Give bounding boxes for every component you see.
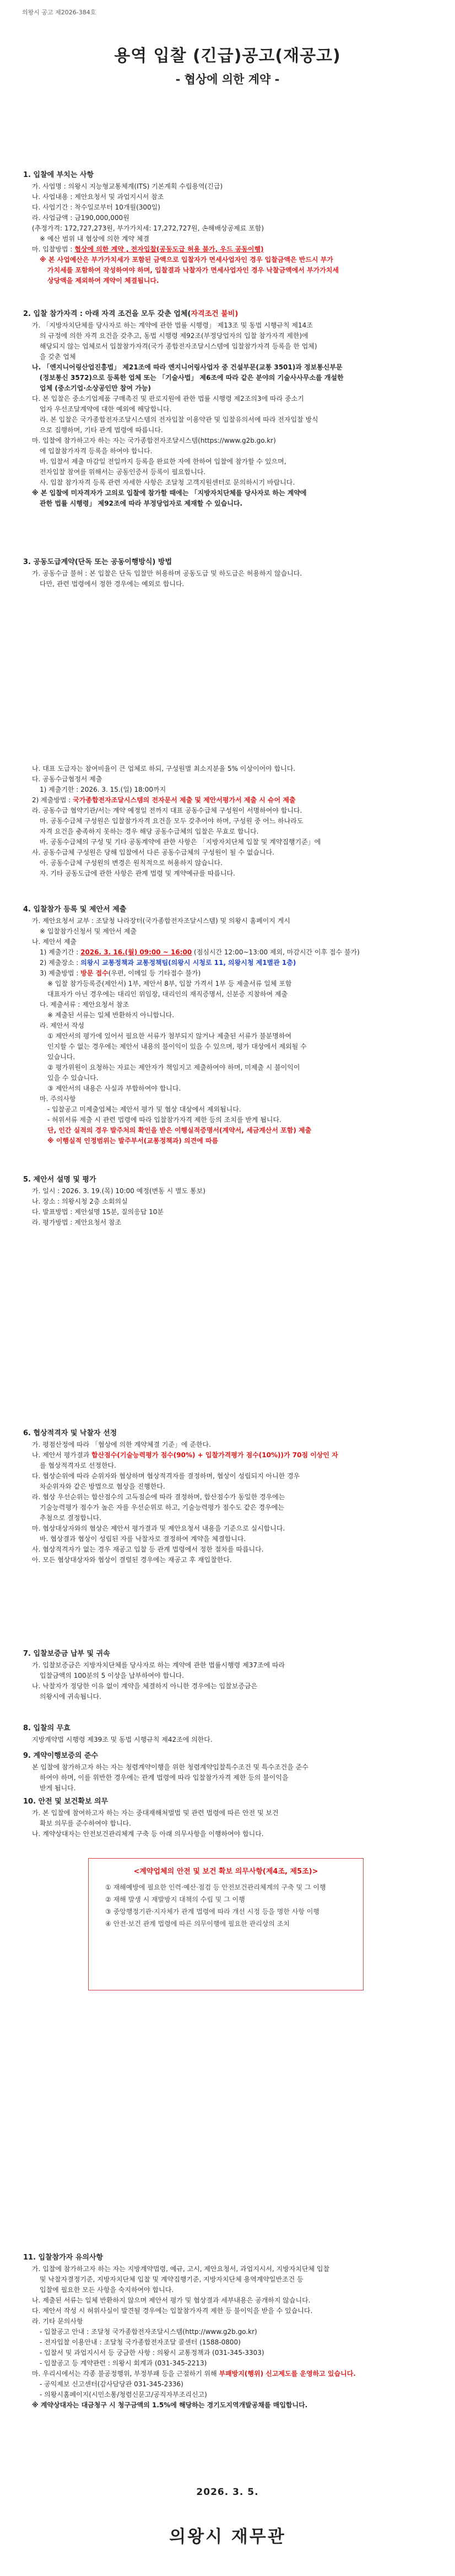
section-11	[23, 2252, 431, 2411]
section-2-heading: 2. 입찰 참가자격 : 아래 자격 조건을 모두 갖춘 업체(자격조건 불비)	[23, 310, 239, 318]
s2-line: 다. 본 입찰은 중소기업제품 구매촉진 및 판로지원에 관한 법률 시행령 제2조의3에 따라 중소기	[32, 395, 304, 402]
s1-line: ※ 예산 범위 내 협상에 의한 계약 체결	[40, 235, 150, 243]
s6-line: 기술능력평가 점수가 높은 자를 우선순위로 하고, 기술능력평가 점수도 같은 경우에는	[40, 1504, 284, 1511]
s11-line: ※ 계약상대자는 대금청구 시 청구금액의 1.5%에 해당하는 경기도지역개발공채를 매입합니다.	[32, 2401, 308, 2409]
s4-line: 3) 제출방법 : 방문 접수(우편, 이메일 등 기타접수 불가)	[40, 969, 201, 977]
section-9-heading: 9. 계약이행보증의 준수	[23, 1752, 99, 1760]
s6-line: 추첨으로 결정합니다.	[40, 1514, 101, 1522]
s4-line: 대표자가 아닌 경우에는 대리인 위임장, 대리인의 재직증명서, 신분증 지참하여 제출	[47, 990, 288, 998]
s4-line: 2) 제출장소 : 의왕시 교통정책과 교통정책팀(의왕시 시청로 11, 의왕시청 제1별관 1층)	[40, 959, 296, 967]
s7-line: 입찰금액의 100분의 5 이상을 납부하여야 합니다.	[40, 1672, 185, 1679]
s9-line: 하여야 하며, 이를 위반한 경우에는 관계 법령에 따라 입찰참가자격 제한 등의 불이익을	[40, 1774, 289, 1781]
s4-line: 라. 제안서 작성	[40, 1022, 84, 1029]
page-subtitle: - 협상에 의한 계약 -	[175, 73, 280, 86]
s4-line: 있을 수 있습니다.	[47, 1074, 99, 1082]
s7-line: 나. 낙찰자가 정당한 이유 없이 계약을 체결하지 아니한 경우에는 입찰보증금은	[32, 1682, 258, 1690]
notice-number: 의왕시 공고 제2026-384호	[22, 9, 96, 16]
s6-line: 바. 협상결과 협상이 성립된 자를 낙찰자로 결정하여 계약을 체결합니다.	[40, 1535, 246, 1543]
s11-line: 나. 제출된 서류는 일체 반환하지 않으며 제안서 평가 및 협상결과 세부내용은 공개하지 않습니다.	[32, 2296, 311, 2304]
s2-line: 에 입찰참가자격 등록을 하여야 합니다.	[40, 447, 153, 455]
s4-line: 나. 제안서 제출	[32, 938, 77, 946]
s1-line: 마. 입찰방법 : 협상에 의한 계약 , 전자입찰(공동도급 허용 불가, 우드 공동이행)	[32, 245, 264, 253]
section-7	[23, 1649, 431, 1702]
s11-line: 다. 제안서 작성 시 허위사실이 발견될 경우에는 입찰참가자격 제한 등 불이익을 받을 수 있습니다.	[32, 2307, 313, 2315]
s2-line: 마. 입찰에 참가하고자 하는 자는 국가종합전자조달시스템(https://www.g2b.go.kr)	[32, 437, 276, 444]
s1-note: 가치세를 포함하여 작성하여야 하며, 입찰결과 낙찰자가 면세사업자인 경우 낙찰금액에서 부가가치세	[47, 266, 339, 274]
s4-line: - 허위서류 제출 시 관련 법령에 따라 입찰참가자격 제한 등의 조치를 받게 됩니다.	[47, 1116, 281, 1124]
notice-date: 2026. 3. 5.	[196, 2487, 259, 2498]
s3c-line: 사. 공동수급체 구성원은 당해 입찰에서 다른 공동수급체의 구성원이 될 수 없습니다.	[32, 849, 274, 856]
safety-box-title: <계약업체의 안전 및 보건 확보 의무사항(제4조, 제5조)>	[133, 1867, 318, 1876]
s11-line: - 전자입찰 이용안내 : 조달청 국가종합전자조달 콜센터 (1588-0800)	[40, 2338, 241, 2346]
s1-line: 다. 사업기간 : 착수일로부터 10개월(300일)	[32, 203, 160, 211]
s4-line: ※ 제출된 서류는 일체 반환하지 아니합니다.	[47, 1011, 175, 1019]
s4-line: 가. 제안요청서 교부 : 조달청 나라장터(국가종합전자조달시스템) 및 의왕시 홈페이지 게시	[32, 917, 290, 925]
page-title: 용역 입찰 (긴급)공고(재공고)	[114, 46, 341, 66]
section-6-heading: 6. 협상적격자 및 낙찰자 선정	[23, 1429, 117, 1437]
s4-line: 다. 제출서류 : 제안요청서 참조	[40, 1001, 129, 1008]
s11-line: - 입찰공고 등 계약관련 : 의왕시 회계과 (031-345-2213)	[40, 2359, 207, 2367]
safety-box-item: ④ 안전·보건 관계 법령에 따른 의무이행에 필요한 관리상의 조치	[105, 1920, 290, 1928]
s4-line: ※ 입찰참가신청서 및 제안서 제출	[40, 927, 137, 935]
s4-line: ① 제안서의 평가에 있어서 필요한 서류가 첨부되지 않거나 제출된 서류가 불분명하여	[47, 1032, 292, 1040]
safety-duties-box	[88, 1858, 364, 1990]
section-5	[23, 1174, 431, 1228]
s10-line: 가. 본 입찰에 참여하고자 하는 자는 중대재해처벌법 및 관련 법령에 따른 안전 및 보건	[32, 1809, 279, 1817]
s11-line: - 입찰서 및 과업지시서 등 궁금한 사항 : 의왕시 교통정책과 (031-345-3303)	[40, 2349, 264, 2357]
s4-line: ② 평가위원이 요청하는 자료는 제안자가 책임지고 제출하여야 하며, 미제출 시 불이익이	[47, 1064, 300, 1071]
s7-line: 가. 입찰보증금은 지방자치단체를 당사자로 하는 계약에 관한 법률시행령 제37조에 따라	[32, 1661, 285, 1669]
s11-line: - 의왕시홈페이지(시민소통/청렴신문고/공직자부조리신고)	[40, 2391, 207, 2398]
s6-line: 가. 평점산정에 따라 「협상에 의한 계약체결 기준」에 준한다.	[32, 1441, 211, 1448]
s3c-line: 2) 제출방법 : 국가종합전자조달시스템의 전자문서 제출 및 제안서평가서 제출 시 슈어 제출	[32, 796, 296, 804]
s1-note: ※ 본 사업예산은 부가가치세가 포함된 금액으로 입찰자가 면세사업자인 경우 입찰금액은 반드시 부가	[40, 256, 333, 264]
section-3	[23, 557, 431, 589]
s2-line: 으로 집행하며, 기타 관계 법령에 따릅니다.	[40, 426, 163, 434]
s3-line: 다만, 관련 법령에서 정한 경우에는 예외로 합니다.	[40, 580, 185, 588]
section-10-heading: 10. 안전 및 보건확보 의무	[23, 1797, 109, 1806]
s2-line: 라. 본 입찰은 국가종합전자조달시스템의 전자입찰 이용약관 및 입찰유의서에 따라 전자입찰 방식	[40, 416, 318, 423]
s2-line: 사. 입찰 참가자격 등록 관련 자세한 사항은 조달청 고객지원센터로 문의하시기 바랍니다.	[40, 479, 295, 486]
section-3-heading: 3. 공동도급계약(단독 또는 공동이행방식) 방법	[23, 558, 172, 566]
s10-line: 확보 의무를 준수하여야 합니다.	[40, 1820, 131, 1827]
s3c-line: 1) 제출기한 : 2026. 3. 15.(일) 18:00까지	[40, 786, 166, 793]
section-1	[23, 170, 431, 286]
s5-line: 가. 일시 : 2026. 3. 19.(목) 10:00 예정(변동 시 별도 통보)	[32, 1187, 205, 1195]
s4-line: 단, 인간 실적의 경우 발주처의 확인을 받은 이행실적증명서(계약서, 세금계산서 포함) 제출	[47, 1126, 312, 1134]
s2-line: 을 갖춘 업체	[40, 353, 76, 361]
s2-line: (정보통신 3572)으로 등록한 업체 또는 「기술사법」 제6조에 따라 같은 분야의 기술사사무소를 개설한	[40, 374, 344, 382]
s11-line: 및 낙찰자결정기준, 지방자치단체 입찰 및 계약집행기준, 지방자치단체 용역계약일반조건 등	[40, 2276, 304, 2283]
s6-line: 마. 협상대상자와의 협상은 제안서 평가결과 및 제안요청서 내용을 기준으로 실시합니다.	[32, 1525, 285, 1532]
s2-line: 의 규정에 의한 자격 요건을 갖추고, 동법 시행령 제92조(부정당업자의 입찰 참가자격 제한)에	[40, 332, 308, 340]
s5-line: 나. 장소 : 의왕시청 2층 소회의실	[32, 1198, 128, 1205]
s6-line: 아. 모든 협상대상자와 협상이 결렬된 경우에는 재공고 후 재입찰한다.	[32, 1556, 232, 1564]
s3c-line: 자격 요건을 충족하지 못하는 경우 해당 공동수급체의 입찰은 무효로 합니다.	[40, 828, 259, 835]
s2-line: 관한 법률 시행령」 제92조에 따라 부정당업자로 제재할 수 있습니다.	[40, 500, 243, 507]
s4-line: 1) 제출기간 : 2026. 3. 16.(월) 09:00 ~ 16:00 (점심시간 12:00~13:00 제외, 마감시간 이후 접수 불가)	[40, 948, 360, 956]
s11-line: - 입찰공고 안내 : 조달청 국가종합전자조달시스템(http://www.g2b.go.kr)	[40, 2328, 257, 2336]
issuing-authority: 의왕시 재무관	[169, 2527, 286, 2547]
s4-line: ※ 입찰 참가등록증(제안서) 1부, 제안서 8부, 입찰 가격서 1부 등 제출서류 일체 포함	[47, 980, 292, 988]
s3-line: 가. 공동수급 불허 : 본 입찰은 단독 입찰만 허용하며 공동도급 및 하도급은 허용하지 않습니다.	[32, 570, 302, 577]
s9-line: 본 입찰에 참가하고자 하는 자는 청렴계약이행을 위한 청렴계약입찰특수조건 및 특수조건을 준수	[32, 1763, 308, 1771]
safety-box-item: ③ 중앙행정기관·지자체가 관계 법령에 따라 개선 시정 등을 명한 사항 이행	[105, 1908, 319, 1915]
s6-line: 차순위자와 같은 방법으로 협상을 진행한다.	[40, 1483, 165, 1490]
s1-line: 라. 사업금액 : 금190,000,000원	[32, 214, 129, 222]
s2-line: 나. 「엔지니어링산업진흥법」 제21조에 따라 엔지니어링사업자 중 건설부문(교통 3501)과 정보통신부문	[32, 363, 343, 371]
s6-line: 사. 협상적격자가 없는 경우 재공고 입찰 등 관계 법령에서 정한 절차를 따릅니다.	[32, 1545, 264, 1553]
section-5-heading: 5. 제안서 설명 및 평가	[23, 1176, 96, 1184]
s4-line: 인지할 수 없는 경우에는 제안서 내용의 불이익이 있을 수 있으며, 평가 대상에서 제외될 수	[47, 1043, 307, 1050]
s6-line: 라. 협상 우선순위는 합산점수의 고득점순에 따라 결정하며, 합산점수가 동일한 경우에는	[32, 1493, 285, 1501]
s2-line: 전자입찰 참여를 위해서는 공동인증서 등록이 필요합니다.	[40, 468, 206, 476]
s6-line: 다. 협상순위에 따라 순위자와 협상하며 협상적격자를 결정하며, 협상이 성립되지 아니한 경우	[32, 1472, 300, 1480]
s7-line: 의왕시에 귀속됩니다.	[40, 1693, 101, 1700]
safety-box-item: ② 재해 발생 시 재발방지 대책의 수립 및 그 이행	[105, 1896, 245, 1903]
s11-line: 마. 우리시에서는 각종 불공정행위, 부정부패 등을 근절하기 위해 부패방지(행위) 신고제도를 운영하고 있습니다.	[32, 2370, 356, 2378]
section-3-cont	[23, 764, 431, 879]
s2-line: 가. 「지방자치단체를 당사자로 하는 계약에 관한 법률 시행령」 제13조 및 동법 시행규칙 제14조	[32, 321, 313, 329]
s4-line: 마. 주의사항	[40, 1095, 76, 1103]
section-11-heading: 11. 입찰참가자 유의사항	[23, 2253, 104, 2262]
s5-line: 라. 평가방법 : 제안요청서 참조	[32, 1219, 122, 1226]
section-9	[23, 1751, 431, 1794]
s8-line: 지방계약법 시행령 제39조 및 동법 시행규칙 제42조에 의한다.	[32, 1736, 213, 1743]
s1-line: (추정가격: 172,727,273원, 부가가치세: 17,272,727원, 손해배상공제료 포함)	[32, 224, 264, 232]
s10-line: 나. 계약상대자는 안전보건관리체계 구축 등 아래 의무사항을 이행하여야 합니다.	[32, 1830, 264, 1838]
s3c-line: 나. 대표 도급자는 참여비율이 큰 업체로 하되, 구성원별 최소지분율 5% 이상이어야 합니다.	[32, 765, 296, 772]
s1-line: 나. 사업내용 : 제안요청서 및 과업지시서 참조	[32, 193, 164, 201]
s3c-line: 자. 기타 공동도급에 관한 사항은 관계 법령 및 계약예규를 따릅니다.	[40, 870, 235, 877]
s3c-line: 라. 공동수급 협약기관/서는 계약 예정일 전까지 대표 공동수급체 구성원이 서명하여야 합니다.	[32, 807, 302, 814]
section-2	[23, 309, 431, 509]
safety-box-item: ① 재해예방에 필요한 인력·예산·점검 등 안전보건관리체계의 구축 및 그 이행	[105, 1883, 326, 1891]
s1-line: 가. 사업명 : 의왕시 지능형교통체계(ITS) 기본계획 수립용역(긴급)	[32, 183, 223, 190]
section-10	[23, 1796, 431, 1839]
s2-line: 업체 (중소기업·소상공인만 참여 가능)	[40, 384, 151, 392]
section-7-heading: 7. 입찰보증금 납부 및 귀속	[23, 1650, 110, 1658]
s11-line: 라. 기타 문의사항	[32, 2317, 83, 2325]
section-4	[23, 904, 431, 1146]
section-4-heading: 4. 입찰참가 등록 및 제안서 제출	[23, 905, 127, 914]
s9-line: 받게 됩니다.	[40, 1784, 76, 1792]
s2-line: 해당되지 않는 업체로서 입찰참가자격(국가 종합전자조달시스템에 입찰참가자격 등록을 한 업체)	[40, 342, 317, 350]
s4-line: ③ 제안서의 내용은 사실과 부합하여야 합니다.	[47, 1085, 181, 1092]
s3c-line: 마. 공동수급체 구성원은 입찰참가자격 요건을 모두 갖추어야 하며, 구성원 중 어느 하나라도	[40, 817, 304, 825]
s6-line: 를 협상적격자로 선정한다.	[40, 1462, 116, 1469]
section-8-heading: 8. 입찰의 무효	[23, 1724, 71, 1732]
section-8	[23, 1723, 431, 1745]
s5-line: 다. 발표방법 : 제안설명 15분, 질의응답 10분	[32, 1208, 164, 1216]
section-6	[23, 1428, 431, 1565]
s3c-line: 아. 공동수급체 구성원의 변경은 원칙적으로 허용하지 않습니다.	[40, 859, 223, 867]
s6-line: 나. 제안서 평가결과 합산점수(기술능력평가 점수(90%) + 입찰가격평가 점수(10%))가 70점 이상인 자	[32, 1451, 338, 1459]
s2-line: ※ 본 입찰에 미자격자가 고의로 입찰에 참가할 때에는 「지방자치단체를 당사자로 하는 계약에	[32, 489, 307, 497]
s2-line: 업자 우선조달계약에 대한 예외에 해당합니다.	[40, 405, 172, 413]
s11-line: 입찰에 필요한 모든 사항을 숙지하여야 합니다.	[40, 2286, 174, 2294]
section-1-heading: 1. 입찰에 부치는 사항	[23, 171, 94, 179]
s1-note: 상당액을 제외하여 계약이 체결됩니다.	[47, 277, 159, 285]
s11-line: 가. 입찰에 참가하고자 하는 자는 지방계약법령, 예규, 고시, 제안요청서, 과업지시서, 지방자치단체 입찰	[32, 2265, 330, 2273]
s3c-line: 다. 공동수급협정서 제출	[32, 775, 102, 783]
s4-line: 있습니다.	[47, 1053, 75, 1061]
safety-box-items	[105, 1881, 363, 1930]
s2-line: 바. 입찰서 제출 마감일 전일까지 등록을 완료한 자에 한하여 입찰에 참가할 수 있으며,	[40, 458, 286, 465]
s11-line: - 공익제보 신고센터(감사담당관 031-345-2336)	[40, 2380, 183, 2388]
s4-line: - 입찰공고 미제출업체는 제안서 평가 및 협상 대상에서 제외됩니다.	[47, 1105, 241, 1113]
s4-line: ※ 이행실적 인정범위는 발주부서(교통정책과) 의견에 따름	[47, 1137, 219, 1145]
s3c-line: 바. 공동수급체의 구성 및 기타 공동계약에 관한 사항은 「지방자치단체 입찰 및 계약집행기준」에	[40, 838, 321, 846]
